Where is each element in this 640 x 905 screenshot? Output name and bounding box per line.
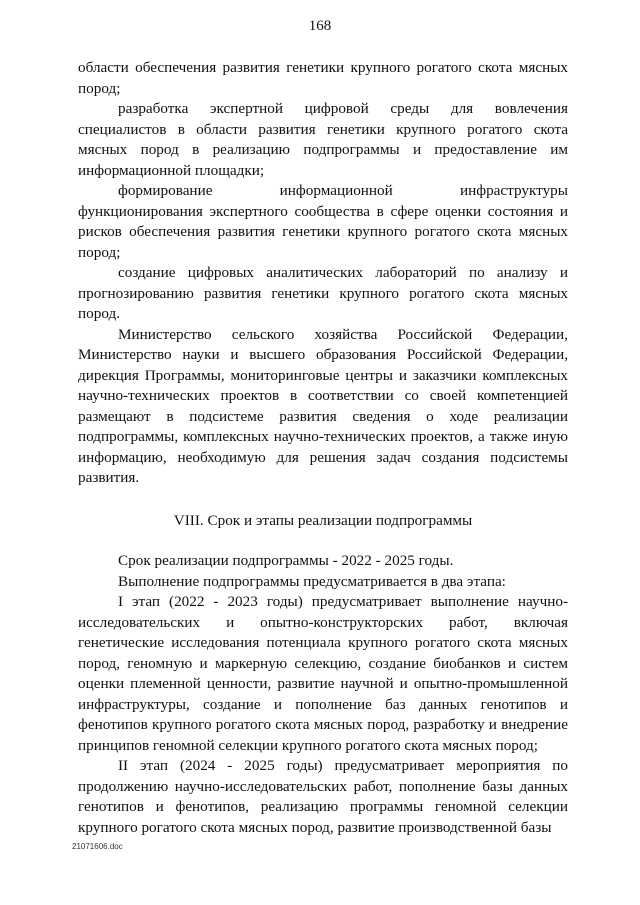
paragraph: разработка экспертной цифровой среды для вовлечения специалистов в области развития генетики крупного рогатого скота мясных пород в реализацию подпрограммы и предоставление им информационной площадки; bbox=[78, 100, 568, 179]
paragraph: Министерство сельского хозяйства Российской Федерации, Министерство науки и высшего образования Российской Федерации, дирекция Программы, мониторинговые центры и заказчики комплексных научно-технических проектов в соответствии со своей компетенцией размещают в подсистеме развития сведения о ходе реализации подпрограммы, комплексных научно-технических проектов, а также иную информацию, необходимую для решения задач создания подсистемы развития. bbox=[78, 325, 568, 486]
file-name-footer: 21071606.doc bbox=[72, 842, 123, 851]
paragraph: I этап (2022 - 2023 годы) предусматривает выполнение научно-исследовательских и опытно-конструкторских работ, включая генетические исследования потенциала крупного рогатого скота мясных пород, геномную и маркерную селекцию, создание биобанков и систем оценки племенной ценности, развитие научной и опытно-промышленной инфраструктуры, создание и пополнение баз данных генотипов и фенотипов крупного рогатого скота мясных пород, разработку и внедрение принципов геномной селекции крупного рогатого скота мясных пород; bbox=[78, 593, 568, 754]
paragraph: Выполнение подпрограммы предусматривается в два этапа: bbox=[118, 572, 506, 590]
paragraph: формирование информационной инфраструктуры функционирования экспертного сообщества в сфере оценки состояния и рисков обеспечения развития генетики крупного рогатого скота мясных пород; bbox=[78, 182, 568, 261]
paragraph: создание цифровых аналитических лабораторий по анализу и прогнозированию развития генетики крупного рогатого скота мясных пород. bbox=[78, 264, 568, 322]
section-heading: VIII. Срок и этапы реализации подпрограммы bbox=[173, 511, 473, 529]
paragraph: II этап (2024 - 2025 годы) предусматривает мероприятия по продолжению научно-исследовательских работ, пополнение базы данных генотипов и фенотипов, реализацию программы геномной селекции крупного рогатого скота мясных пород, развитие производственной базы bbox=[78, 757, 568, 836]
paragraph: Срок реализации подпрограммы - 2022 - 2025 годы. bbox=[118, 552, 454, 569]
paragraph: области обеспечения развития генетики крупного рогатого скота мясных пород; bbox=[78, 59, 568, 97]
page-number: 168 bbox=[308, 18, 332, 34]
document-body bbox=[78, 58, 568, 838]
